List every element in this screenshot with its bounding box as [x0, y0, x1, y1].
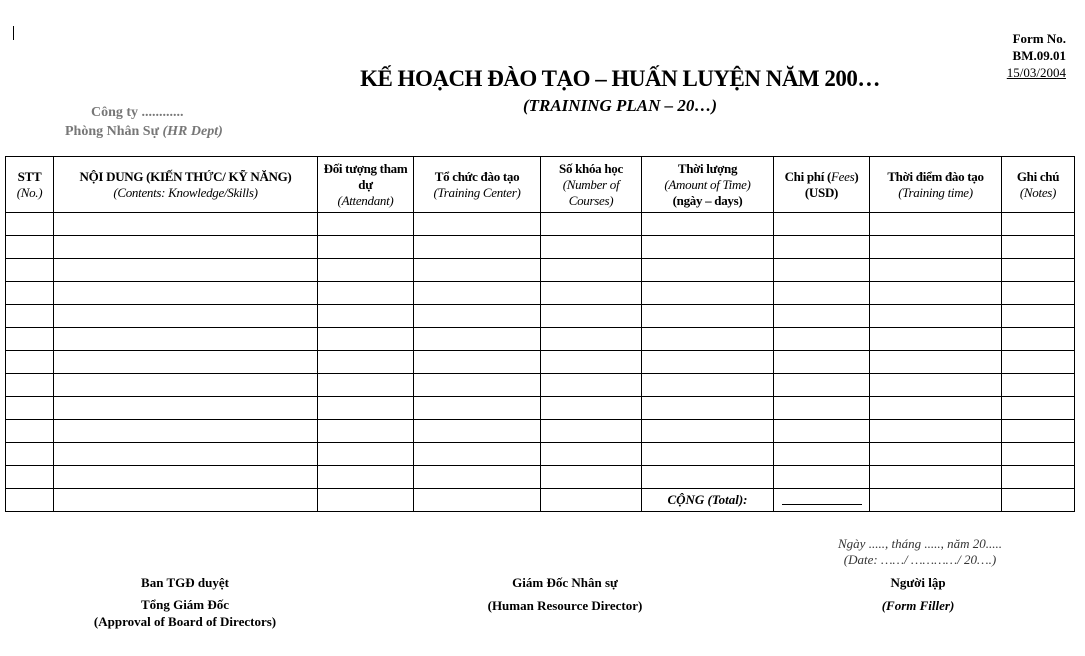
table-cell[interactable] [1002, 443, 1075, 466]
table-row [6, 259, 1075, 282]
text-cursor [13, 26, 14, 40]
signature-hr-director: Giám Đốc Nhân sự (Human Resource Director) [487, 575, 643, 613]
table-cell[interactable] [318, 466, 414, 489]
table-cell[interactable] [1002, 236, 1075, 259]
table-cell[interactable] [54, 236, 318, 259]
table-cell[interactable] [1002, 397, 1075, 420]
table-cell[interactable] [541, 397, 642, 420]
department [65, 122, 223, 141]
table-cell[interactable] [414, 328, 541, 351]
table-cell[interactable] [541, 489, 642, 512]
table-cell[interactable] [774, 213, 870, 236]
table-cell[interactable] [774, 305, 870, 328]
table-cell[interactable] [54, 420, 318, 443]
table-cell[interactable] [870, 236, 1002, 259]
table-cell[interactable] [774, 236, 870, 259]
table-cell[interactable] [54, 282, 318, 305]
table-cell[interactable] [774, 420, 870, 443]
col-training-time: Thời điểm đào tạo (Training time) [870, 157, 1002, 213]
table-cell[interactable] [642, 420, 774, 443]
dept-en: (HR Dept) [162, 124, 223, 139]
table-cell[interactable] [414, 305, 541, 328]
table-cell[interactable] [414, 443, 541, 466]
signature-form-filler: Người lập (Form Filler) [881, 575, 955, 613]
training-plan-table [5, 156, 1075, 512]
table-cell[interactable] [318, 213, 414, 236]
table-cell[interactable] [870, 489, 1002, 512]
table-cell[interactable] [6, 443, 54, 466]
table-cell[interactable] [642, 397, 774, 420]
total-value-line[interactable] [782, 492, 862, 505]
table-cell[interactable] [414, 236, 541, 259]
table-cell[interactable] [870, 282, 1002, 305]
table-cell[interactable] [6, 236, 54, 259]
col-contents: NỘI DUNG (KIẾN THỨC/ KỸ NĂNG) (Contents: Knowledge/Skills) [54, 157, 318, 213]
table-cell[interactable] [642, 282, 774, 305]
table-cell[interactable] [870, 305, 1002, 328]
table-cell[interactable] [414, 259, 541, 282]
col-fees: Chi phí (Fees) (USD) [774, 157, 870, 213]
form-info [1007, 30, 1066, 81]
table-cell[interactable] [54, 351, 318, 374]
table-cell[interactable] [541, 282, 642, 305]
table-cell[interactable] [870, 397, 1002, 420]
table-cell[interactable] [6, 420, 54, 443]
table-cell[interactable] [6, 213, 54, 236]
table-row [6, 351, 1075, 374]
table-cell[interactable] [318, 443, 414, 466]
table-cell[interactable] [541, 305, 642, 328]
table-row [6, 443, 1075, 466]
signature-board: Ban TGĐ duyệt Tổng Giám Đốc (Approval of Board of Directors) [93, 575, 277, 629]
table-cell[interactable] [6, 351, 54, 374]
table-cell[interactable] [541, 213, 642, 236]
date-en: (Date: ……/ …………/ 20….) [843, 552, 997, 567]
table-cell[interactable] [642, 236, 774, 259]
table-cell[interactable] [1002, 213, 1075, 236]
table-cell[interactable] [774, 443, 870, 466]
table-cell[interactable] [870, 351, 1002, 374]
col-courses: Số khóa học (Number of Courses) [541, 157, 642, 213]
col-time: Thời lượng (Amount of Time) (ngày – days) [642, 157, 774, 213]
table-cell[interactable] [6, 466, 54, 489]
table-cell[interactable] [1002, 374, 1075, 397]
table-cell[interactable] [318, 351, 414, 374]
table-cell[interactable] [6, 374, 54, 397]
table-cell[interactable] [870, 259, 1002, 282]
table-cell[interactable] [318, 420, 414, 443]
header-row [6, 157, 1075, 213]
table-cell[interactable] [1002, 351, 1075, 374]
form-code: BM.09.01 [1012, 48, 1066, 63]
table-row [6, 213, 1075, 236]
table-cell[interactable] [870, 213, 1002, 236]
table-cell[interactable] [414, 466, 541, 489]
table-cell[interactable] [870, 374, 1002, 397]
table-cell[interactable] [1002, 305, 1075, 328]
table-cell[interactable] [1002, 259, 1075, 282]
table-cell[interactable] [318, 305, 414, 328]
table-cell[interactable] [774, 489, 870, 512]
table-cell[interactable] [318, 259, 414, 282]
table-row [6, 328, 1075, 351]
table-row [6, 374, 1075, 397]
table-cell[interactable] [318, 489, 414, 512]
table-cell[interactable] [541, 328, 642, 351]
table-cell[interactable] [414, 374, 541, 397]
table-row [6, 420, 1075, 443]
table-cell[interactable] [541, 374, 642, 397]
table-cell[interactable] [54, 374, 318, 397]
table-row [6, 466, 1075, 489]
table-cell[interactable] [414, 489, 541, 512]
table-cell[interactable] [774, 282, 870, 305]
table-cell[interactable] [54, 305, 318, 328]
page-subtitle: (TRAINING PLAN – 20…) [522, 96, 718, 115]
table-row [6, 282, 1075, 305]
col-training-center: Tổ chức đào tạo (Training Center) [414, 157, 541, 213]
table-cell[interactable] [870, 328, 1002, 351]
form-label: Form No. [1012, 31, 1066, 46]
table-cell[interactable] [6, 489, 54, 512]
table-cell[interactable] [642, 374, 774, 397]
table-cell[interactable] [541, 420, 642, 443]
table-cell[interactable] [54, 328, 318, 351]
table-cell[interactable] [642, 466, 774, 489]
total-row [6, 489, 1075, 512]
table-cell[interactable] [414, 420, 541, 443]
table-cell[interactable] [870, 443, 1002, 466]
table-cell[interactable] [774, 328, 870, 351]
table-cell[interactable] [318, 236, 414, 259]
table-cell[interactable] [54, 443, 318, 466]
table-cell[interactable] [414, 351, 541, 374]
table-cell[interactable] [870, 466, 1002, 489]
date-vi: Ngày ....., tháng ....., năm 20..... [838, 536, 1002, 551]
table-cell[interactable] [774, 397, 870, 420]
table-cell[interactable] [318, 328, 414, 351]
table-cell[interactable] [774, 374, 870, 397]
table-cell[interactable] [6, 328, 54, 351]
total-label: CỘNG (Total): [642, 489, 774, 512]
form-date: 15/03/2004 [1006, 65, 1066, 80]
col-attendant: Đối tượng tham dự (Attendant) [318, 157, 414, 213]
table-row [6, 397, 1075, 420]
table-cell[interactable] [414, 213, 541, 236]
date-line [790, 536, 1050, 568]
table-cell[interactable] [642, 213, 774, 236]
table-cell[interactable] [541, 259, 642, 282]
table-row [6, 305, 1075, 328]
table-cell[interactable] [54, 397, 318, 420]
table-cell[interactable] [54, 489, 318, 512]
table-cell[interactable] [54, 466, 318, 489]
table-cell[interactable] [541, 351, 642, 374]
table-cell[interactable] [414, 397, 541, 420]
table-cell[interactable] [541, 236, 642, 259]
table-cell[interactable] [318, 282, 414, 305]
table-cell[interactable] [1002, 489, 1075, 512]
table-cell[interactable] [6, 305, 54, 328]
table-cell[interactable] [642, 259, 774, 282]
table-row [6, 236, 1075, 259]
page-title: KẾ HOẠCH ĐÀO TẠO – HUẤN LUYỆN NĂM 200… [360, 66, 880, 91]
table-cell[interactable] [541, 443, 642, 466]
table-cell[interactable] [6, 397, 54, 420]
table-cell[interactable] [6, 282, 54, 305]
table-cell[interactable] [774, 259, 870, 282]
table-cell[interactable] [642, 305, 774, 328]
table-cell[interactable] [642, 328, 774, 351]
table-cell[interactable] [1002, 328, 1075, 351]
table-cell[interactable] [6, 259, 54, 282]
table-cell[interactable] [642, 351, 774, 374]
table-cell[interactable] [774, 466, 870, 489]
table-cell[interactable] [541, 466, 642, 489]
table-cell[interactable] [1002, 466, 1075, 489]
table-cell[interactable] [318, 397, 414, 420]
table-cell[interactable] [54, 213, 318, 236]
table-cell[interactable] [54, 259, 318, 282]
table-cell[interactable] [318, 374, 414, 397]
table-cell[interactable] [1002, 420, 1075, 443]
col-stt: STT (No.) [6, 157, 54, 213]
table-cell[interactable] [870, 420, 1002, 443]
col-notes: Ghi chú (Notes) [1002, 157, 1075, 213]
table-cell[interactable] [642, 443, 774, 466]
dept-vi: Phòng Nhân Sự [65, 124, 159, 139]
company-name: Công ty ............ [91, 105, 184, 120]
table-cell[interactable] [414, 282, 541, 305]
table-cell[interactable] [1002, 282, 1075, 305]
table-cell[interactable] [774, 351, 870, 374]
